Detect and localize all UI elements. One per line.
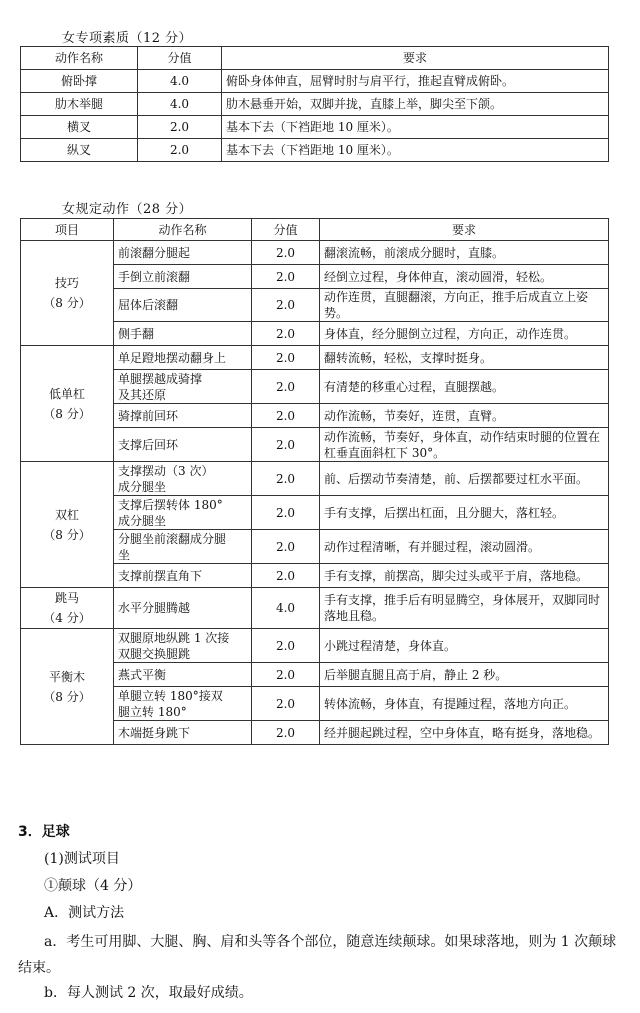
cell-score: 2.0	[252, 241, 320, 265]
cell-action: 木端挺身跳下	[114, 721, 252, 745]
sub-heading-test-items: (1)测试项目	[44, 851, 120, 867]
cell-action: 纵叉	[21, 139, 138, 162]
cell-requirement: 手有支撑，后摆出杠面，且分腿大，落杠轻。	[320, 496, 609, 530]
cell-score: 4.0	[138, 93, 222, 116]
cell-score: 2.0	[252, 265, 320, 289]
cell-score: 2.0	[252, 721, 320, 745]
cell-score: 2.0	[252, 564, 320, 588]
cell-requirement: 翻滚流畅，前滚成分腿时，直膝。	[320, 241, 609, 265]
cell-requirement: 基本下去（下裆距地 10 厘米）。	[222, 116, 609, 139]
col-header-action: 动作名称	[114, 219, 252, 241]
cell-requirement: 前、后摆动节奏清楚，前、后摆都要过杠水平面。	[320, 462, 609, 496]
cell-score: 2.0	[252, 404, 320, 428]
cell-event: 低单杠 （8 分）	[21, 346, 114, 462]
table-specialty-qualities	[20, 46, 609, 162]
cell-action: 骑撑前回环	[114, 404, 252, 428]
cell-score: 2.0	[252, 289, 320, 322]
cell-event: 技巧 （8 分）	[21, 241, 114, 346]
col-header-score: 分值	[252, 219, 320, 241]
cell-score: 2.0	[252, 428, 320, 462]
cell-score: 2.0	[252, 370, 320, 404]
cell-score: 2.0	[138, 116, 222, 139]
cell-event: 双杠 （8 分）	[21, 462, 114, 588]
cell-requirement: 动作流畅，节奏好，身体直，动作结束时腿的位置在杠垂直面斜杠下 30°。	[320, 428, 609, 462]
cell-score: 4.0	[252, 588, 320, 629]
cell-action: 肋木举腿	[21, 93, 138, 116]
cell-action: 支撑后摆转体 180° 成分腿坐	[114, 496, 252, 530]
sub-heading-test-method: A．测试方法	[44, 905, 125, 921]
cell-event: 平衡木 （8 分）	[21, 629, 114, 745]
table-row	[21, 70, 609, 93]
cell-action: 单足蹬地摆动翻身上	[114, 346, 252, 370]
cell-action: 俯卧撑	[21, 70, 138, 93]
table-row	[21, 629, 609, 663]
table1-caption: 女专项素质（12 分）	[62, 31, 193, 46]
cell-action: 单腿立转 180°接双 腿立转 180°	[114, 687, 252, 721]
cell-requirement: 翻转流畅，轻松，支撑时挺身。	[320, 346, 609, 370]
paragraph-b: b．每人测试 2 次，取最好成绩。	[44, 985, 253, 1001]
cell-requirement: 手有支撑，推手后有明显腾空，身体展开，双脚同时落地且稳。	[320, 588, 609, 629]
sub-heading-juggling: ①颠球（4 分）	[44, 878, 142, 894]
cell-score: 2.0	[252, 687, 320, 721]
cell-action: 支撑后回环	[114, 428, 252, 462]
table2-caption: 女规定动作（28 分）	[62, 202, 193, 217]
cell-requirement: 俯卧身体伸直，屈臂时肘与肩平行，推起直臂成俯卧。	[222, 70, 609, 93]
cell-action: 前滚翻分腿起	[114, 241, 252, 265]
cell-action: 水平分腿腾越	[114, 588, 252, 629]
table-row	[21, 588, 609, 629]
cell-requirement: 动作流畅，节奏好，连贯，直臂。	[320, 404, 609, 428]
cell-action: 燕式平衡	[114, 663, 252, 687]
cell-action: 横叉	[21, 116, 138, 139]
cell-requirement: 身体直，经分腿倒立过程，方向正，动作连贯。	[320, 322, 609, 346]
col-header-requirement: 要求	[320, 219, 609, 241]
cell-requirement: 小跳过程清楚，身体直。	[320, 629, 609, 663]
cell-requirement: 动作连贯，直腿翻滚，方向正，推手后成直立上姿势。	[320, 289, 609, 322]
cell-requirement: 动作过程清晰，有并腿过程，滚动圆滑。	[320, 530, 609, 564]
cell-event: 跳马 （4 分）	[21, 588, 114, 629]
cell-score: 2.0	[252, 462, 320, 496]
table-row	[21, 241, 609, 265]
cell-action: 单腿摆越成骑撑 及其还原	[114, 370, 252, 404]
cell-score: 2.0	[138, 139, 222, 162]
col-header-score: 分值	[138, 47, 222, 70]
cell-score: 2.0	[252, 496, 320, 530]
cell-requirement: 后举腿直腿且高于肩，静止 2 秒。	[320, 663, 609, 687]
cell-action: 双腿原地纵跳 1 次接 双腿交换腿跳	[114, 629, 252, 663]
cell-action: 侧手翻	[114, 322, 252, 346]
cell-score: 4.0	[138, 70, 222, 93]
cell-score: 2.0	[252, 629, 320, 663]
table-header-row	[21, 47, 609, 70]
cell-action: 支撑摆动（3 次） 成分腿坐	[114, 462, 252, 496]
col-header-action: 动作名称	[21, 47, 138, 70]
cell-requirement: 经并腿起跳过程，空中身体直，略有挺身，落地稳。	[320, 721, 609, 745]
cell-requirement: 基本下去（下裆距地 10 厘米）。	[222, 139, 609, 162]
cell-requirement: 手有支撑，前摆高，脚尖过头或平于肩，落地稳。	[320, 564, 609, 588]
section-heading: 3．足球	[18, 824, 70, 840]
col-header-event: 项目	[21, 219, 114, 241]
cell-score: 2.0	[252, 346, 320, 370]
table-row	[21, 462, 609, 496]
table-row	[21, 139, 609, 162]
cell-action: 屈体后滚翻	[114, 289, 252, 322]
cell-score: 2.0	[252, 663, 320, 687]
cell-requirement: 经倒立过程，身体伸直，滚动圆滑，轻松。	[320, 265, 609, 289]
cell-action: 手倒立前滚翻	[114, 265, 252, 289]
table-required-movements	[20, 218, 609, 745]
table-header-row	[21, 219, 609, 241]
cell-score: 2.0	[252, 530, 320, 564]
table2-body	[21, 241, 609, 745]
cell-requirement: 转体流畅，身体直，有提踵过程，落地方向正。	[320, 687, 609, 721]
paragraph-a: a．考生可用脚、大腿、胸、肩和头等各个部位，随意连续颠球。如果球落地，则为 1 次颠球结束。	[18, 934, 617, 976]
col-header-requirement: 要求	[222, 47, 609, 70]
cell-score: 2.0	[252, 322, 320, 346]
table-row	[21, 93, 609, 116]
cell-requirement: 肋木悬垂开始，双脚并拢，直膝上举，脚尖至下颌。	[222, 93, 609, 116]
cell-requirement: 有清楚的移重心过程，直腿摆越。	[320, 370, 609, 404]
table-row	[21, 116, 609, 139]
cell-action: 支撑前摆直角下	[114, 564, 252, 588]
cell-action: 分腿坐前滚翻成分腿 坐	[114, 530, 252, 564]
table-row	[21, 346, 609, 370]
